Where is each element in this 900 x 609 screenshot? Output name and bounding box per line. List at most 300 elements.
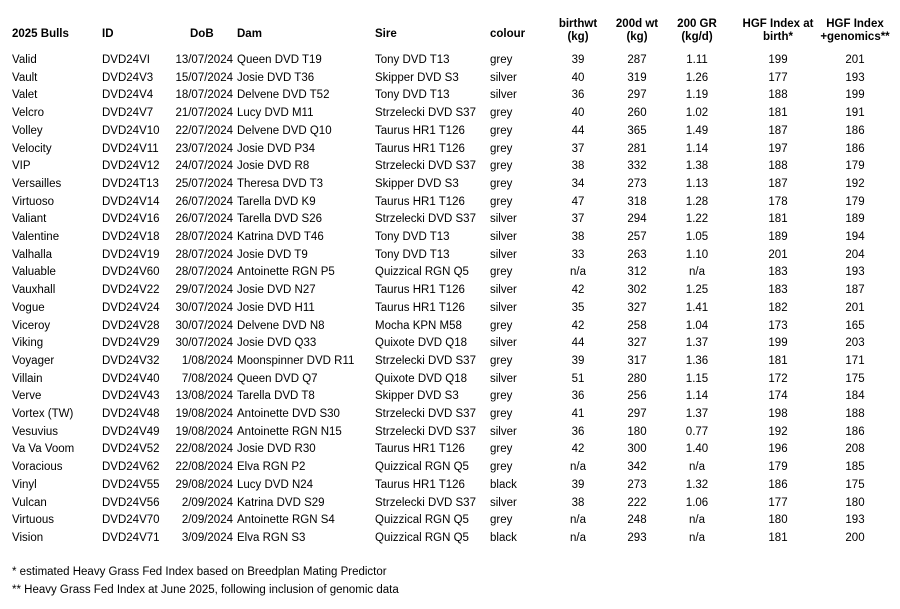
bull-name-cell: Valhalla — [12, 248, 53, 261]
bull-name-cell: Valiant — [12, 213, 47, 226]
hgf-index-birth-cell: 181 — [768, 354, 788, 367]
sire-cell: Strzelecki DVD S37 — [375, 107, 476, 120]
hgf-index-birth-cell: 183 — [768, 266, 788, 279]
colour-cell: silver — [490, 89, 517, 102]
weight-200d-cell: 287 — [627, 54, 647, 66]
hgf-index-birth-cell: 198 — [768, 408, 788, 420]
sire-cell: Skipper DVD S3 — [375, 390, 459, 403]
bull-id-cell: DVD24T13 — [102, 177, 159, 190]
dob-cell: 22/08/2024 — [175, 461, 233, 474]
birth-weight-cell: 44 — [571, 124, 585, 137]
weight-200d-cell: 222 — [627, 496, 647, 509]
sire-cell: Tony DVD T13 — [375, 231, 450, 243]
dob-cell: 2/09/2024 — [181, 496, 233, 509]
table-header — [0, 18, 900, 52]
header-dob: DoB — [190, 28, 214, 40]
sire-cell: Strzelecki DVD S37 — [375, 496, 476, 509]
bull-id-cell: DVD24V29 — [102, 337, 160, 350]
birth-weight-cell: 40 — [571, 71, 585, 84]
hgf-index-genomics-cell: 201 — [845, 301, 865, 314]
bull-id-cell: DVD24V60 — [102, 266, 160, 279]
growth-rate-200-cell: n/a — [689, 514, 705, 527]
growth-rate-200-cell: 1.38 — [685, 160, 709, 173]
table-row — [0, 89, 900, 103]
colour-cell: silver — [490, 425, 517, 438]
dob-cell: 24/07/2024 — [175, 160, 233, 173]
header-hgf-birth-line2: birth* — [762, 31, 794, 43]
birth-weight-cell: 39 — [571, 354, 585, 367]
dob-cell: 19/08/2024 — [175, 425, 233, 438]
table-row — [0, 284, 900, 298]
weight-200d-cell: 263 — [627, 248, 647, 261]
dob-cell: 23/07/2024 — [175, 142, 233, 155]
table-row — [0, 355, 900, 369]
sire-cell: Tony DVD T13 — [375, 54, 450, 66]
table-row — [0, 213, 900, 227]
sire-cell: Taurus HR1 T126 — [375, 195, 465, 208]
bull-id-cell: DVD24V4 — [102, 89, 154, 102]
dam-cell: Lucy DVD M11 — [237, 107, 314, 120]
colour-cell: silver — [490, 213, 517, 226]
colour-cell: grey — [490, 461, 513, 474]
hgf-index-birth-cell: 192 — [768, 425, 788, 438]
weight-200d-cell: 280 — [627, 372, 647, 385]
dam-cell: Antoinette DVD S30 — [237, 408, 340, 420]
bull-name-cell: Viking — [12, 337, 44, 350]
table-row — [0, 497, 900, 511]
dam-cell: Josie DVD R8 — [237, 160, 310, 173]
weight-200d-cell: 273 — [627, 177, 647, 190]
hgf-index-birth-cell: 189 — [768, 231, 788, 243]
dob-cell: 19/08/2024 — [175, 408, 233, 420]
weight-200d-cell: 327 — [627, 301, 647, 314]
weight-200d-cell: 256 — [627, 390, 647, 403]
bull-id-cell: DVD24V49 — [102, 425, 160, 438]
table-row — [0, 107, 900, 121]
birth-weight-cell: 38 — [571, 496, 585, 509]
sire-cell: Taurus HR1 T126 — [375, 443, 465, 456]
growth-rate-200-cell: 1.36 — [685, 354, 709, 367]
bull-id-cell: DVD24V12 — [102, 160, 160, 173]
hgf-index-birth-cell: 188 — [768, 89, 788, 102]
weight-200d-cell: 258 — [627, 319, 647, 332]
header-hgf-birth-line1: HGF Index at — [742, 18, 814, 30]
birth-weight-cell: 41 — [571, 408, 585, 420]
header-200d-wt — [607, 18, 667, 44]
weight-200d-cell: 293 — [627, 531, 647, 544]
bull-name-cell: Verve — [12, 390, 42, 403]
hgf-index-birth-cell: 177 — [768, 496, 788, 509]
growth-rate-200-cell: 1.40 — [685, 443, 709, 456]
colour-cell: grey — [490, 319, 513, 332]
weight-200d-cell: 257 — [627, 231, 647, 243]
colour-cell: grey — [490, 408, 513, 420]
birth-weight-cell: 37 — [571, 142, 585, 155]
birth-weight-cell: 51 — [571, 372, 585, 385]
birth-weight-cell: 47 — [571, 195, 585, 208]
bull-name-cell: Va Va Voom — [12, 443, 75, 456]
header-hgf-genomics-line1: HGF Index — [826, 18, 884, 30]
growth-rate-200-cell: 1.37 — [685, 337, 709, 350]
bull-id-cell: DVD24V19 — [102, 248, 160, 261]
sire-cell: Strzelecki DVD S37 — [375, 408, 476, 420]
weight-200d-cell: 342 — [627, 461, 647, 474]
dam-cell: Delvene DVD N8 — [237, 319, 325, 332]
dob-cell: 26/07/2024 — [175, 195, 233, 208]
birth-weight-cell: 36 — [571, 89, 585, 102]
growth-rate-200-cell: 0.77 — [685, 425, 709, 438]
growth-rate-200-cell: 1.02 — [685, 107, 709, 120]
growth-rate-200-cell: 1.25 — [685, 284, 709, 297]
weight-200d-cell: 327 — [627, 337, 647, 350]
birth-weight-cell: 39 — [571, 478, 585, 491]
table-row — [0, 231, 900, 245]
bull-id-cell: DVD24V48 — [102, 408, 160, 420]
weight-200d-cell: 297 — [627, 89, 647, 102]
growth-rate-200-cell: 1.04 — [685, 319, 709, 332]
dob-cell: 30/07/2024 — [175, 337, 233, 350]
hgf-index-birth-cell: 172 — [768, 372, 788, 385]
dam-cell: Josie DVD Q33 — [237, 337, 317, 350]
hgf-index-birth-cell: 178 — [768, 195, 788, 208]
bull-name-cell: Viceroy — [12, 319, 51, 332]
bull-id-cell: DVD24V7 — [102, 107, 154, 120]
bull-id-cell: DVD24V14 — [102, 195, 160, 208]
hgf-index-genomics-cell: 189 — [845, 213, 865, 226]
growth-rate-200-cell: 1.11 — [686, 54, 708, 66]
hgf-index-genomics-cell: 187 — [845, 284, 865, 297]
birth-weight-cell: 38 — [571, 160, 585, 173]
sire-cell: Quizzical RGN Q5 — [375, 266, 469, 279]
colour-cell: grey — [490, 390, 513, 403]
hgf-index-genomics-cell: 179 — [845, 160, 865, 173]
weight-200d-cell: 297 — [627, 408, 647, 420]
hgf-index-birth-cell: 180 — [768, 514, 788, 527]
header-sire: Sire — [375, 28, 397, 40]
growth-rate-200-cell: 1.41 — [685, 301, 709, 314]
sire-cell: Strzelecki DVD S37 — [375, 425, 476, 438]
hgf-index-genomics-cell: 194 — [845, 231, 865, 243]
dob-cell: 22/07/2024 — [175, 124, 233, 137]
bull-name-cell: Velocity — [12, 142, 52, 155]
colour-cell: grey — [490, 177, 513, 190]
sire-cell: Quixote DVD Q18 — [375, 337, 468, 350]
dam-cell: Queen DVD Q7 — [237, 372, 318, 385]
colour-cell: black — [490, 478, 517, 491]
weight-200d-cell: 281 — [627, 142, 647, 155]
hgf-index-genomics-cell: 175 — [845, 478, 865, 491]
bull-id-cell: DVD24V43 — [102, 390, 160, 403]
hgf-index-genomics-cell: 186 — [845, 425, 865, 438]
sire-cell: Taurus HR1 T126 — [375, 301, 465, 314]
bull-id-cell: DVD24V40 — [102, 372, 160, 385]
bull-name-cell: Volley — [12, 124, 43, 137]
weight-200d-cell: 318 — [627, 195, 647, 208]
table-row — [0, 461, 900, 475]
hgf-index-genomics-cell: 192 — [845, 177, 865, 190]
hgf-index-birth-cell: 187 — [768, 124, 788, 137]
bull-name-cell: Villain — [12, 372, 43, 385]
sire-cell: Quizzical RGN Q5 — [375, 461, 469, 474]
table-row — [0, 426, 900, 440]
dam-cell: Elva RGN P2 — [237, 461, 306, 474]
dob-cell: 3/09/2024 — [181, 531, 233, 544]
hgf-index-genomics-cell: 201 — [845, 54, 865, 66]
birth-weight-cell: 36 — [571, 390, 585, 403]
hgf-index-birth-cell: 197 — [768, 142, 788, 155]
hgf-index-birth-cell: 173 — [768, 319, 788, 332]
weight-200d-cell: 260 — [627, 107, 647, 120]
growth-rate-200-cell: 1.22 — [685, 213, 709, 226]
bull-name-cell: Valuable — [12, 266, 56, 279]
bull-name-cell: Valet — [12, 89, 38, 102]
hgf-index-genomics-cell: 165 — [845, 319, 865, 332]
hgf-index-birth-cell: 181 — [768, 107, 788, 120]
bull-id-cell: DVD24V71 — [102, 531, 160, 544]
hgf-index-birth-cell: 174 — [768, 390, 788, 403]
sire-cell: Quizzical RGN Q5 — [375, 514, 469, 527]
weight-200d-cell: 273 — [627, 478, 647, 491]
dob-cell: 25/07/2024 — [175, 177, 233, 190]
bull-name-cell: Versailles — [12, 177, 62, 190]
header-200d-wt-line1: 200d wt — [615, 18, 659, 30]
bull-id-cell: DVD24V3 — [102, 71, 154, 84]
dam-cell: Antoinette RGN N15 — [237, 425, 342, 438]
colour-cell: silver — [490, 71, 517, 84]
dob-cell: 29/07/2024 — [175, 284, 233, 297]
dam-cell: Lucy DVD N24 — [237, 478, 314, 491]
header-dam: Dam — [237, 28, 262, 40]
colour-cell: grey — [490, 124, 513, 137]
weight-200d-cell: 294 — [627, 213, 647, 226]
table-row — [0, 408, 900, 422]
growth-rate-200-cell: 1.10 — [685, 248, 709, 261]
colour-cell: grey — [490, 443, 513, 456]
header-birthwt-line2: (kg) — [567, 31, 589, 43]
colour-cell: grey — [490, 107, 513, 120]
sire-cell: Tony DVD T13 — [375, 89, 450, 102]
sire-cell: Strzelecki DVD S37 — [375, 160, 476, 173]
header-200-gr-line2: (kg/d) — [681, 31, 713, 43]
table-row — [0, 160, 900, 174]
sire-cell: Taurus HR1 T126 — [375, 284, 465, 297]
growth-rate-200-cell: 1.32 — [685, 478, 709, 491]
dam-cell: Katrina DVD S29 — [237, 496, 325, 509]
growth-rate-200-cell: 1.05 — [685, 231, 709, 243]
bull-name-cell: Vesuvius — [12, 425, 59, 438]
colour-cell: silver — [490, 301, 517, 314]
table-row — [0, 337, 900, 351]
growth-rate-200-cell: 1.15 — [685, 372, 709, 385]
weight-200d-cell: 180 — [627, 425, 647, 438]
dob-cell: 28/07/2024 — [175, 266, 233, 279]
hgf-index-genomics-cell: 200 — [845, 531, 865, 544]
growth-rate-200-cell: 1.06 — [685, 496, 709, 509]
hgf-index-genomics-cell: 199 — [845, 89, 865, 102]
weight-200d-cell: 332 — [627, 160, 647, 173]
hgf-index-genomics-cell: 193 — [845, 71, 865, 84]
dam-cell: Antoinette RGN S4 — [237, 514, 335, 527]
bull-name-cell: Valid — [12, 54, 37, 66]
header-200-gr — [667, 18, 727, 44]
table-row — [0, 532, 900, 546]
dob-cell: 26/07/2024 — [175, 213, 233, 226]
birth-weight-cell: 37 — [571, 213, 585, 226]
birth-weight-cell: 36 — [571, 425, 585, 438]
header-id: ID — [102, 28, 114, 40]
bull-id-cell: DVD24V62 — [102, 461, 160, 474]
dam-cell: Josie DVD T36 — [237, 71, 315, 84]
birth-weight-cell: n/a — [570, 531, 586, 544]
dob-cell: 18/07/2024 — [175, 89, 233, 102]
footnote-estimated: * estimated Heavy Grass Fed Index based on Breedplan Mating Predictor — [12, 566, 387, 578]
dam-cell: Tarella DVD T8 — [237, 390, 315, 403]
dam-cell: Josie DVD T9 — [237, 248, 308, 261]
birth-weight-cell: 35 — [571, 301, 585, 314]
birth-weight-cell: n/a — [570, 514, 586, 527]
birth-weight-cell: 33 — [571, 248, 585, 261]
birth-weight-cell: 34 — [571, 177, 585, 190]
colour-cell: black — [490, 531, 517, 544]
colour-cell: grey — [490, 514, 513, 527]
sire-cell: Quixote DVD Q18 — [375, 372, 468, 385]
header-birthwt-line1: birthwt — [558, 18, 598, 30]
growth-rate-200-cell: 1.19 — [685, 89, 709, 102]
hgf-index-birth-cell: 183 — [768, 284, 788, 297]
hgf-index-genomics-cell: 204 — [845, 248, 865, 261]
birth-weight-cell: 44 — [571, 337, 585, 350]
sire-cell: Mocha KPN M58 — [375, 319, 462, 332]
sire-cell: Taurus HR1 T126 — [375, 478, 465, 491]
weight-200d-cell: 319 — [627, 71, 647, 84]
table-row — [0, 125, 900, 139]
hgf-index-genomics-cell: 171 — [845, 354, 865, 367]
bull-id-cell: DVD24V70 — [102, 514, 160, 527]
colour-cell: silver — [490, 372, 517, 385]
dam-cell: Moonspinner DVD R11 — [237, 354, 355, 367]
table-row — [0, 302, 900, 316]
hgf-index-birth-cell: 181 — [768, 213, 788, 226]
bull-id-cell: DVD24V10 — [102, 124, 160, 137]
birth-weight-cell: n/a — [570, 461, 586, 474]
dob-cell: 7/08/2024 — [181, 372, 233, 385]
header-birthwt — [548, 18, 608, 44]
header-name: 2025 Bulls — [12, 28, 69, 40]
hgf-index-genomics-cell: 193 — [845, 514, 865, 527]
growth-rate-200-cell: 1.28 — [685, 195, 709, 208]
hgf-index-genomics-cell: 186 — [845, 142, 865, 155]
growth-rate-200-cell: 1.13 — [685, 177, 709, 190]
colour-cell: grey — [490, 160, 513, 173]
hgf-index-genomics-cell: 191 — [845, 107, 865, 120]
dob-cell: 30/07/2024 — [175, 319, 233, 332]
table-row — [0, 72, 900, 86]
dob-cell: 2/09/2024 — [181, 514, 233, 527]
sire-cell: Taurus HR1 T126 — [375, 142, 465, 155]
dob-cell: 29/08/2024 — [175, 478, 233, 491]
header-hgf-genomics — [810, 18, 900, 44]
hgf-index-birth-cell: 182 — [768, 301, 788, 314]
hgf-index-genomics-cell: 186 — [845, 124, 865, 137]
weight-200d-cell: 302 — [627, 284, 647, 297]
birth-weight-cell: 42 — [571, 284, 585, 297]
sire-cell: Tony DVD T13 — [375, 248, 450, 261]
bull-name-cell: VIP — [12, 160, 31, 173]
bull-id-cell: DVD24V11 — [102, 142, 159, 155]
bull-name-cell: Vulcan — [12, 496, 47, 509]
hgf-index-genomics-cell: 175 — [845, 372, 865, 385]
growth-rate-200-cell: 1.26 — [685, 71, 709, 84]
colour-cell: grey — [490, 142, 513, 155]
bull-name-cell: Vortex (TW) — [12, 408, 74, 420]
bull-name-cell: Vogue — [12, 301, 45, 314]
bull-id-cell: DVD24VI — [102, 54, 150, 66]
dob-cell: 13/07/2024 — [175, 54, 233, 66]
table-row — [0, 479, 900, 493]
bull-id-cell: DVD24V52 — [102, 443, 160, 456]
bull-id-cell: DVD24V18 — [102, 231, 160, 243]
colour-cell: grey — [490, 54, 513, 66]
dam-cell: Antoinette RGN P5 — [237, 266, 335, 279]
hgf-index-genomics-cell: 203 — [845, 337, 865, 350]
hgf-index-birth-cell: 199 — [768, 54, 788, 66]
colour-cell: silver — [490, 284, 517, 297]
sire-cell: Quizzical RGN Q5 — [375, 531, 469, 544]
weight-200d-cell: 248 — [627, 514, 647, 527]
hgf-index-birth-cell: 179 — [768, 461, 788, 474]
dob-cell: 30/07/2024 — [175, 301, 233, 314]
birth-weight-cell: 40 — [571, 107, 585, 120]
colour-cell: grey — [490, 266, 513, 279]
footnote-genomics: ** Heavy Grass Fed Index at June 2025, following inclusion of genomic data — [12, 584, 399, 596]
sire-cell: Strzelecki DVD S37 — [375, 354, 476, 367]
growth-rate-200-cell: 1.37 — [685, 408, 709, 420]
dam-cell: Queen DVD T19 — [237, 54, 322, 66]
table-row — [0, 390, 900, 404]
growth-rate-200-cell: n/a — [689, 461, 705, 474]
hgf-index-genomics-cell: 188 — [845, 408, 865, 420]
hgf-index-birth-cell: 186 — [768, 478, 788, 491]
dam-cell: Delvene DVD T52 — [237, 89, 330, 102]
birth-weight-cell: 42 — [571, 319, 585, 332]
bull-id-cell: DVD24V22 — [102, 284, 160, 297]
bull-id-cell: DVD24V16 — [102, 213, 160, 226]
bull-id-cell: DVD24V56 — [102, 496, 160, 509]
bull-id-cell: DVD24V28 — [102, 319, 160, 332]
dam-cell: Theresa DVD T3 — [237, 177, 324, 190]
header-200d-wt-line2: (kg) — [626, 31, 648, 43]
dam-cell: Josie DVD N27 — [237, 284, 316, 297]
hgf-index-genomics-cell: 193 — [845, 266, 865, 279]
colour-cell: grey — [490, 195, 513, 208]
hgf-index-genomics-cell: 185 — [845, 461, 865, 474]
hgf-index-genomics-cell: 184 — [845, 390, 865, 403]
dam-cell: Delvene DVD Q10 — [237, 124, 332, 137]
weight-200d-cell: 312 — [627, 266, 647, 279]
hgf-index-birth-cell: 201 — [768, 248, 788, 261]
bull-name-cell: Virtuous — [12, 514, 54, 527]
header-200-gr-line1: 200 GR — [677, 18, 717, 30]
table-row — [0, 249, 900, 263]
hgf-index-genomics-cell: 180 — [845, 496, 865, 509]
dam-cell: Katrina DVD T46 — [237, 231, 324, 243]
hgf-index-birth-cell: 199 — [768, 337, 788, 350]
bull-name-cell: Valentine — [12, 231, 60, 243]
bull-id-cell: DVD24V24 — [102, 301, 160, 314]
bull-name-cell: Vault — [12, 71, 38, 84]
dob-cell: 1/08/2024 — [181, 354, 233, 367]
header-colour: colour — [490, 28, 526, 40]
